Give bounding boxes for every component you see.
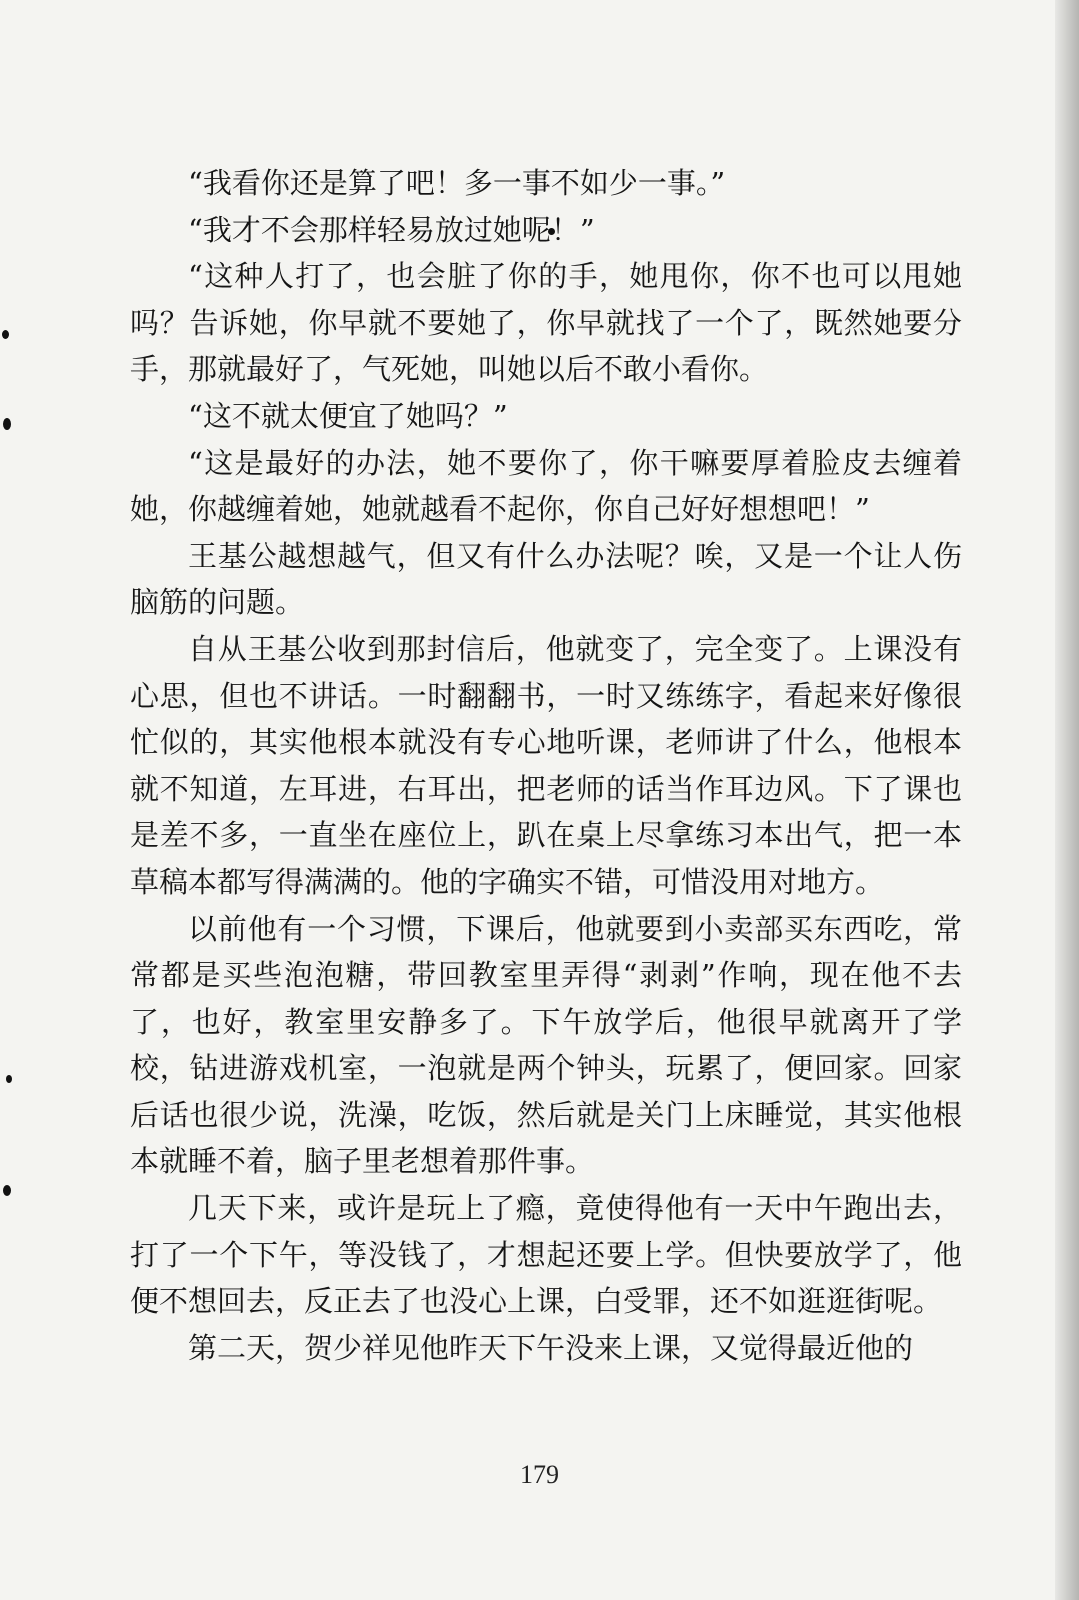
paragraph: 第二天，贺少祥见他昨天下午没来上课，又觉得最近他的 xyxy=(188,1330,914,1365)
page-number: 179 xyxy=(520,1460,559,1489)
paragraph: 几天下来，或许是玩上了瘾，竟使得他有一天中午跑出去，打了一个下午，等没钱了，才想起还要上学。但快要放学了，他便不想回去，反正去了也没心上课，白受罪，还不如逛逛街呢。 xyxy=(130,1191,962,1319)
scan-speck xyxy=(6,1075,12,1083)
paragraph: 以前他有一个习惯，下课后，他就要到小卖部买东西吃，常常都是买些泡泡糖，带回教室里弄得“剥剥”作响，现在他不去了，也好，教室里安静多了。下午放学后，他很早就离开了学校，钻进游戏机室，一泡就是两个钟头，玩累了，便回家。回家后话也很少说，洗澡，吃饭，然后就是关门上床睡觉，其实他根本就睡不着，脑子里老想着那件事。 xyxy=(130,911,962,1179)
scan-speck xyxy=(3,1185,11,1196)
paragraph: 王基公越想越气，但又有什么办法呢？唉，又是一个让人伤脑筋的问题。 xyxy=(130,538,962,620)
paragraph: 自从王基公收到那封信后，他就变了，完全变了。上课没有心思，但也不讲话。一时翻翻书，一时又练练字，看起来好像很忙似的，其实他根本就没有专心地听课，老师讲了什么，他根本就不知道，左耳进，右耳出，把老师的话当作耳边风。下了课也是差不多，一直坐在座位上，趴在桌上尽拿练习本出气，把一本草稿本都写得满满的。他的字确实不错，可惜没用对地方。 xyxy=(130,631,962,899)
scan-speck xyxy=(3,418,11,430)
paragraph: “这不就太便宜了她吗？” xyxy=(188,398,508,433)
body-text xyxy=(130,160,962,1371)
paragraph: “我看你还是算了吧！多一事不如少一事。” xyxy=(188,166,726,200)
paragraph: “我才不会那样轻易放过她呢！” xyxy=(188,212,595,247)
paragraph: “这是最好的办法，她不要你了，你干嘛要厚着脸皮去缠着她，你越缠着她，她就越看不起你，你自己好好想想吧！” xyxy=(130,445,962,527)
paragraph: “这种人打了，也会脏了你的手，她甩你，你不也可以甩她吗？告诉她，你早就不要她了，你早就找了一个了，既然她要分手，那就最好了，气死她，叫她以后不敢小看你。 xyxy=(130,259,962,387)
scan-speck xyxy=(2,330,9,339)
page-edge-shadow xyxy=(1055,0,1079,1600)
